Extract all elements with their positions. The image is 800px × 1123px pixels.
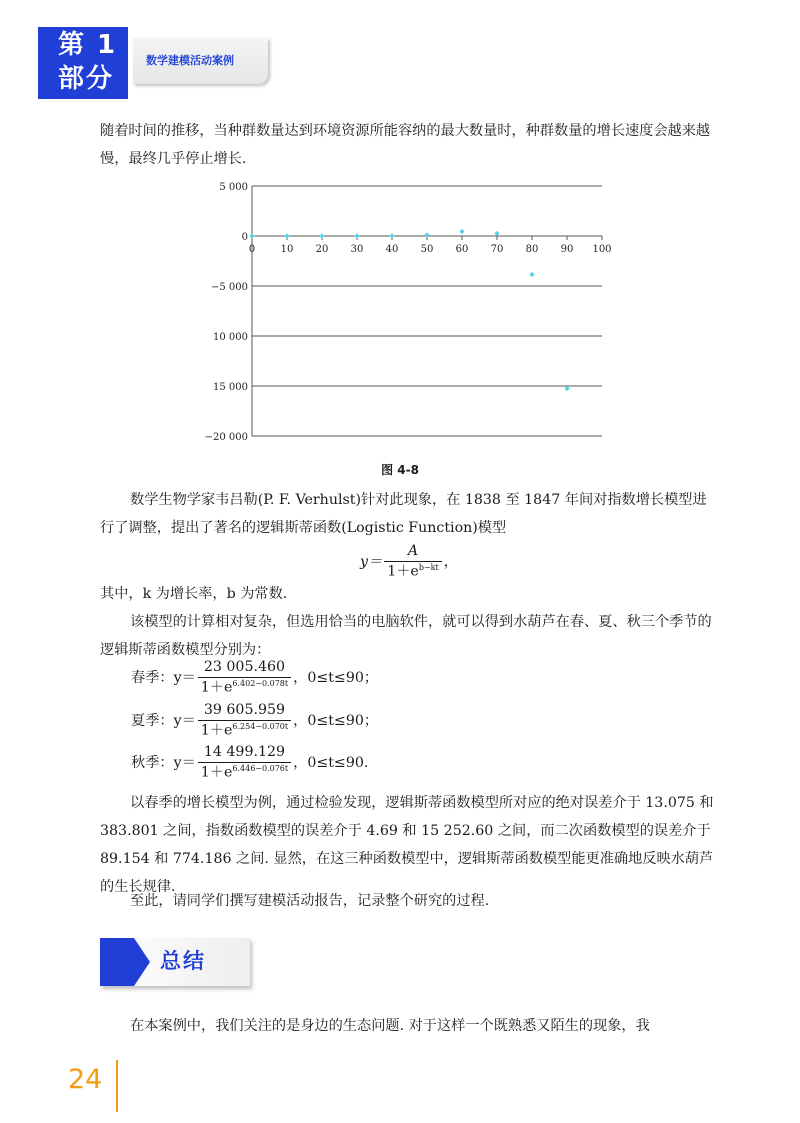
summary-title: 总结 (160, 949, 206, 973)
data-point (319, 233, 324, 238)
x-tick-label: 30 (350, 244, 364, 255)
data-point (389, 233, 394, 238)
x-tick-labels (249, 244, 612, 255)
x-tick-label: 100 (592, 244, 612, 255)
y-tick-labels (205, 182, 248, 443)
eq-exponent: 6.402−0.078t (232, 678, 289, 688)
section-title: 数学建模活动案例 (146, 54, 234, 67)
scatter-chart (200, 176, 620, 451)
formula-tail: ， (443, 553, 458, 570)
part-number (58, 28, 117, 96)
figure-caption: 图 4-8 (381, 463, 419, 477)
y-tick-label: 10 000 (213, 332, 248, 343)
equation-spring (131, 660, 378, 696)
formula-lhs: y＝ (360, 553, 383, 570)
eq-label: 春季：y＝ (131, 669, 196, 686)
x-tick-label: 70 (490, 244, 504, 255)
data-point (284, 233, 289, 238)
summary-arrow-icon (100, 938, 150, 986)
eq-den-base: 1＋e (200, 722, 233, 739)
data-point (494, 231, 499, 236)
x-tick-label: 60 (455, 244, 469, 255)
y-tick-label: −5 000 (210, 282, 248, 293)
model-text: 该模型的计算相对复杂，但选用恰当的电脑软件，就可以得到水葫芦在春、夏、秋三个季节的逻辑斯蒂函数模型分别为： (100, 614, 712, 658)
eq-exponent: 6.446−0.076t (232, 763, 289, 773)
data-point (424, 232, 429, 237)
summary-text: 在本案例中，我们关注的是身边的生态问题. 对于这样一个既熟悉又陌生的现象，我 (130, 1018, 650, 1034)
compare-paragraph (100, 789, 720, 901)
data-points (249, 229, 569, 391)
x-tick-label: 0 (248, 244, 256, 255)
logistic-formula (360, 544, 458, 580)
x-tick-label: 40 (385, 244, 399, 255)
eq-den-base: 1＋e (200, 679, 233, 696)
part-line-1: 第 1 (58, 30, 118, 60)
eq-label: 秋季：y＝ (131, 754, 196, 771)
x-tick-label: 50 (420, 244, 434, 255)
eq-denominator (198, 678, 291, 696)
x-tick-label: 80 (525, 244, 539, 255)
data-point (529, 272, 534, 277)
summary-paragraph (100, 1012, 720, 1040)
formula-fraction (384, 544, 442, 580)
eq-range: ，0≤t≤90； (293, 712, 379, 729)
where-text: 其中，k 为增长率，b 为常数. (100, 586, 288, 602)
model-paragraph (100, 608, 720, 664)
x-tick-label: 20 (315, 244, 329, 255)
eq-fraction (198, 660, 291, 696)
part-line-2: 部分 (58, 64, 115, 94)
eq-den-base: 1＋e (200, 764, 233, 781)
x-tick-label: 10 (280, 244, 294, 255)
formula-exponent: b−kt (418, 562, 439, 572)
data-point (354, 233, 359, 238)
where-paragraph (100, 580, 720, 608)
data-point (564, 386, 569, 391)
eq-numerator: 14 499.129 (198, 745, 291, 763)
verhulst-paragraph (100, 486, 720, 542)
eq-range: ，0≤t≤90. (293, 754, 369, 771)
y-tick-label: 5 000 (219, 182, 248, 193)
eq-fraction (198, 745, 291, 781)
page-number: 24 (68, 1064, 103, 1095)
eq-fraction (198, 703, 291, 739)
eq-exponent: 6.254−0.070t (232, 721, 289, 731)
eq-range: ，0≤t≤90； (293, 669, 379, 686)
intro-text: 随着时间的推移，当种群数量达到环境资源所能容纳的最大数量时，种群数量的增长速度会越来越慢，最终几乎停止增长. (100, 123, 711, 167)
formula-den-base: 1＋e (387, 563, 419, 580)
y-tick-label: −20 000 (204, 432, 248, 443)
eq-numerator: 23 005.460 (198, 660, 291, 678)
equation-autumn (131, 745, 368, 781)
page-number-divider (116, 1060, 118, 1112)
report-text: 至此，请同学们撰写建模活动报告，记录整个研究的过程. (130, 893, 490, 909)
compare-text: 以春季的增长模型为例，通过检验发现，逻辑斯蒂函数模型所对应的绝对误差介于 13.075 和 383.801 之间，指数函数模型的误差介于 4.69 和 15 252.60 之间，而二次函数模型的误差介于 89.154 和 774.186 之间. 显然，在这三种函数模型中，逻辑斯蒂函数模型能更准确地反映水葫芦的生长规律. (100, 795, 714, 895)
formula-numerator: A (384, 544, 442, 562)
chart-grid (252, 186, 602, 436)
y-tick-label: 15 000 (213, 382, 248, 393)
verhulst-text: 数学生物学家韦吕勒(P. F. Verhulst)针对此现象，在 1838 至 1847 年间对指数增长模型进行了调整，提出了著名的逻辑斯蒂函数(Logistic Function)模型 (100, 492, 707, 536)
eq-denominator (198, 721, 291, 739)
report-paragraph (100, 887, 720, 915)
eq-numerator: 39 605.959 (198, 703, 291, 721)
data-point (459, 229, 464, 234)
formula-denominator (384, 562, 442, 580)
equation-summer (131, 703, 378, 739)
intro-paragraph (100, 117, 720, 173)
x-tick-label: 90 (560, 244, 574, 255)
data-point (249, 233, 254, 238)
eq-denominator (198, 763, 291, 781)
eq-label: 夏季：y＝ (131, 712, 196, 729)
y-tick-label: 0 (241, 232, 248, 243)
